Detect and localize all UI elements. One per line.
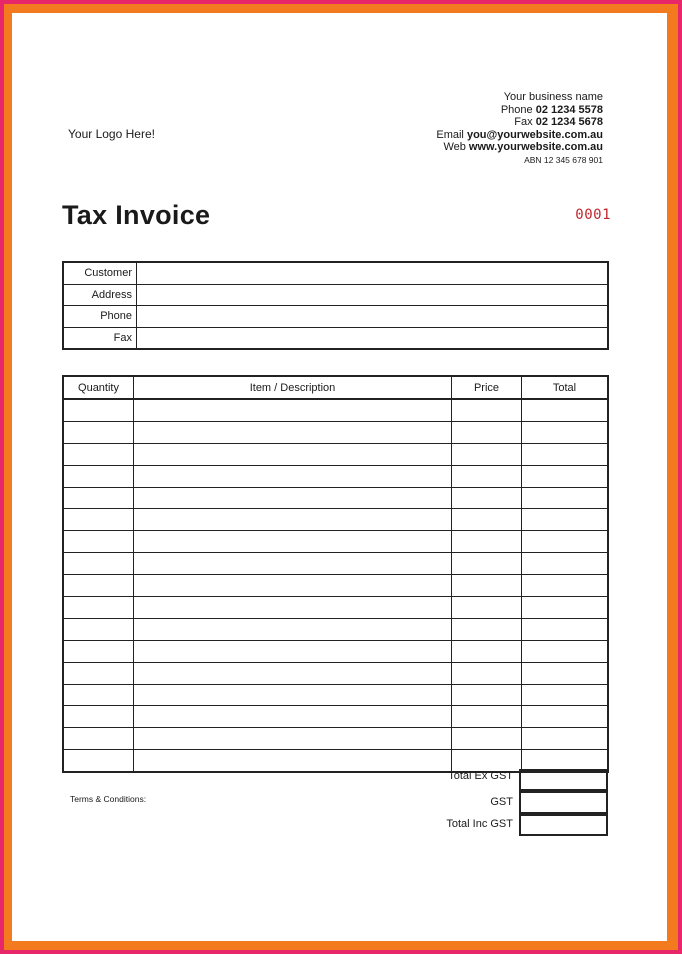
cell-quantity[interactable] <box>63 684 134 706</box>
cell-description[interactable] <box>134 531 452 553</box>
cell-description[interactable] <box>134 662 452 684</box>
table-row <box>63 465 608 487</box>
cell-price[interactable] <box>452 728 522 750</box>
customer-field-label: Address <box>63 284 137 306</box>
items-header-row <box>63 376 608 399</box>
table-row <box>63 575 608 597</box>
table-row <box>63 662 608 684</box>
cell-description[interactable] <box>134 597 452 619</box>
cell-total[interactable] <box>522 728 609 750</box>
cell-description[interactable] <box>134 553 452 575</box>
customer-row-customer <box>63 262 608 284</box>
cell-price[interactable] <box>452 575 522 597</box>
cell-total[interactable] <box>522 399 609 421</box>
cell-description[interactable] <box>134 465 452 487</box>
cell-quantity[interactable] <box>63 640 134 662</box>
cell-price[interactable] <box>452 421 522 443</box>
customer-field-label: Fax <box>63 327 137 349</box>
business-fax <box>436 116 603 129</box>
cell-total[interactable] <box>522 684 609 706</box>
cell-price[interactable] <box>452 509 522 531</box>
cell-description[interactable] <box>134 421 452 443</box>
cell-price[interactable] <box>452 618 522 640</box>
business-details <box>436 91 603 166</box>
cell-total[interactable] <box>522 706 609 728</box>
cell-total[interactable] <box>522 421 609 443</box>
cell-price[interactable] <box>452 662 522 684</box>
table-row <box>63 553 608 575</box>
email-label: Email <box>436 128 464 141</box>
table-row <box>63 640 608 662</box>
cell-price[interactable] <box>452 465 522 487</box>
cell-total[interactable] <box>522 465 609 487</box>
table-row <box>63 684 608 706</box>
customer-field-phone[interactable] <box>137 306 609 328</box>
gst-label: GST <box>490 796 513 808</box>
table-row <box>63 443 608 465</box>
customer-field-label: Phone <box>63 306 137 328</box>
cell-quantity[interactable] <box>63 553 134 575</box>
table-row <box>63 728 608 750</box>
invoice-page <box>12 13 667 941</box>
cell-quantity[interactable] <box>63 421 134 443</box>
cell-description[interactable] <box>134 575 452 597</box>
terms-conditions-label: Terms & Conditions: <box>70 794 147 804</box>
invoice-number: 0001 <box>575 207 611 223</box>
customer-field-label: Customer <box>63 262 137 284</box>
gst-field[interactable] <box>519 791 608 814</box>
customer-field-fax[interactable] <box>137 327 609 349</box>
table-row <box>63 531 608 553</box>
cell-quantity[interactable] <box>63 487 134 509</box>
cell-total[interactable] <box>522 575 609 597</box>
cell-total[interactable] <box>522 487 609 509</box>
cell-description[interactable] <box>134 618 452 640</box>
business-name: Your business name <box>503 91 603 103</box>
cell-quantity[interactable] <box>63 618 134 640</box>
totals-section <box>12 769 667 849</box>
customer-row-address <box>63 284 608 306</box>
cell-quantity[interactable] <box>63 531 134 553</box>
cell-price[interactable] <box>452 553 522 575</box>
cell-description[interactable] <box>134 487 452 509</box>
cell-quantity[interactable] <box>63 443 134 465</box>
logo-placeholder: Your Logo Here! <box>68 127 155 141</box>
table-row <box>63 597 608 619</box>
table-row <box>63 399 608 421</box>
business-web <box>436 141 603 154</box>
cell-quantity[interactable] <box>63 662 134 684</box>
header-total: Total <box>522 376 609 399</box>
cell-total[interactable] <box>522 531 609 553</box>
cell-quantity[interactable] <box>63 509 134 531</box>
total-inc-gst-label: Total Inc GST <box>446 818 513 830</box>
cell-description[interactable] <box>134 728 452 750</box>
cell-quantity[interactable] <box>63 728 134 750</box>
table-row <box>63 618 608 640</box>
table-row <box>63 509 608 531</box>
total-ex-gst-label: Total Ex GST <box>448 770 513 782</box>
cell-total[interactable] <box>522 443 609 465</box>
web-value: www.yourwebsite.com.au <box>468 141 603 154</box>
cell-price[interactable] <box>452 399 522 421</box>
phone-label: Phone <box>500 103 533 116</box>
header-description: Item / Description <box>134 376 452 399</box>
web-label: Web <box>443 141 466 154</box>
customer-row-phone <box>63 306 608 328</box>
cell-description[interactable] <box>134 399 452 421</box>
customer-field-address[interactable] <box>137 284 609 306</box>
cell-quantity[interactable] <box>63 706 134 728</box>
cell-price[interactable] <box>452 640 522 662</box>
cell-total[interactable] <box>522 662 609 684</box>
page-title: Tax Invoice <box>62 200 211 230</box>
total-ex-gst-field[interactable] <box>519 769 608 791</box>
table-row <box>63 706 608 728</box>
cell-description[interactable] <box>134 443 452 465</box>
header-quantity: Quantity <box>63 376 134 399</box>
cell-price[interactable] <box>452 597 522 619</box>
cell-total[interactable] <box>522 509 609 531</box>
phone-value: 02 1234 5578 <box>535 103 603 116</box>
cell-description[interactable] <box>134 684 452 706</box>
cell-price[interactable] <box>452 706 522 728</box>
cell-price[interactable] <box>452 531 522 553</box>
cell-price[interactable] <box>452 487 522 509</box>
cell-total[interactable] <box>522 640 609 662</box>
cell-quantity[interactable] <box>63 597 134 619</box>
header-price: Price <box>452 376 522 399</box>
table-row <box>63 487 608 509</box>
cell-total[interactable] <box>522 553 609 575</box>
fax-label: Fax <box>514 116 533 129</box>
fax-value: 02 1234 5678 <box>535 116 603 129</box>
items-table <box>62 375 609 773</box>
cell-price[interactable] <box>452 684 522 706</box>
cell-description[interactable] <box>134 640 452 662</box>
cell-quantity[interactable] <box>63 399 134 421</box>
cell-description[interactable] <box>134 706 452 728</box>
customer-field-customer[interactable] <box>137 262 609 284</box>
cell-quantity[interactable] <box>63 465 134 487</box>
table-row <box>63 421 608 443</box>
cell-total[interactable] <box>522 597 609 619</box>
total-inc-gst-field[interactable] <box>519 814 608 836</box>
business-email <box>436 129 603 142</box>
customer-table <box>62 261 609 350</box>
cell-price[interactable] <box>452 443 522 465</box>
business-abn: ABN 12 345 678 901 <box>524 154 603 165</box>
cell-total[interactable] <box>522 618 609 640</box>
customer-row-fax <box>63 327 608 349</box>
business-phone <box>436 104 603 117</box>
cell-quantity[interactable] <box>63 575 134 597</box>
email-value: you@yourwebsite.com.au <box>466 128 603 141</box>
cell-description[interactable] <box>134 509 452 531</box>
